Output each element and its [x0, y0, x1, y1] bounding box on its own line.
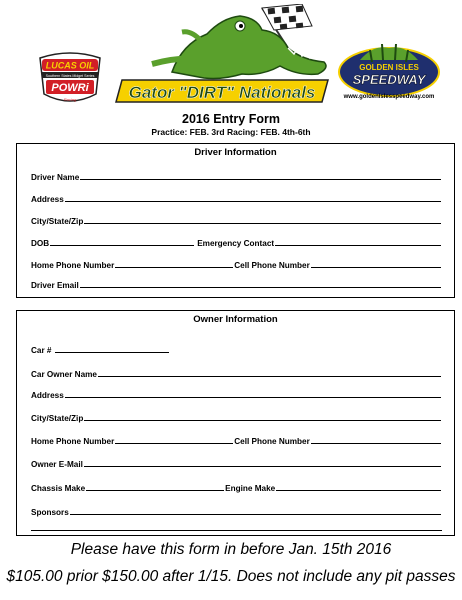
driver-information-section [16, 143, 455, 298]
car-owner-name-field[interactable] [98, 375, 441, 377]
driver-address-label: Address [31, 195, 64, 204]
lucas-series-text: Southern States Midget Series [45, 73, 95, 78]
gator-logo-text: Gator "DIRT" Nationals [128, 83, 316, 102]
car-owner-name-label: Car Owner Name [31, 370, 97, 379]
driver-phone-row [31, 258, 442, 270]
driver-city-label: City/State/Zip [31, 217, 84, 226]
make-row [31, 481, 442, 493]
driver-name-field[interactable] [80, 178, 441, 180]
pricing-note: $105.00 prior $150.00 after 1/15. Does not include any pit passes [6, 568, 456, 585]
car-number-field[interactable] [55, 351, 169, 353]
owner-cell-phone-field[interactable] [311, 442, 441, 444]
lucas-racing-text: Racing [63, 97, 77, 102]
owner-city-row [31, 411, 442, 423]
speedway-line2-text: SPEEDWAY [352, 72, 426, 87]
driver-cell-phone-field[interactable] [311, 266, 441, 268]
driver-address-field[interactable] [65, 200, 441, 202]
engine-make-field[interactable] [276, 489, 441, 491]
owner-phone-row [31, 434, 442, 446]
chassis-make-label: Chassis Make [31, 484, 86, 493]
driver-dob-row [31, 236, 442, 248]
owner-section-heading: Owner Information [193, 314, 278, 325]
lucas-brand-text: LUCAS OIL [45, 60, 95, 71]
owner-cell-phone-label: Cell Phone Number [234, 437, 310, 446]
sponsors-label: Sponsors [31, 508, 69, 517]
engine-make-label: Engine Make [225, 484, 276, 493]
deadline-note: Please have this form in before Jan. 15th 2016 [70, 541, 392, 558]
dob-label: DOB [31, 239, 50, 248]
car-number-label: Car # [31, 346, 52, 355]
car-owner-row [31, 367, 442, 379]
driver-name-label: Driver Name [31, 173, 80, 182]
car-number-row [31, 343, 442, 355]
event-dates: Practice: FEB. 3rd Racing: FEB. 4th-6th [151, 127, 311, 137]
owner-address-label: Address [31, 391, 64, 400]
owner-address-row [31, 388, 442, 400]
owner-city-field[interactable] [84, 419, 441, 421]
dob-field[interactable] [50, 244, 194, 246]
driver-city-field[interactable] [84, 222, 441, 224]
lucas-powri-text: POWRi [51, 82, 89, 94]
emergency-contact-label: Emergency Contact [197, 239, 275, 248]
emergency-contact-field[interactable] [275, 244, 441, 246]
driver-city-row [31, 214, 442, 226]
golden-isles-speedway-logo [330, 40, 448, 98]
driver-email-row [31, 278, 442, 290]
owner-home-phone-label: Home Phone Number [31, 437, 115, 446]
lucas-oil-logo [34, 50, 106, 108]
gator-dirt-nationals-logo [112, 4, 338, 104]
sponsors-row [31, 505, 442, 517]
owner-email-label: Owner E-Mail [31, 460, 83, 469]
sponsors-extra-line[interactable] [31, 530, 442, 531]
driver-email-label: Driver Email [31, 281, 79, 290]
website-url: www.goldenislesspeedway.com [343, 94, 435, 100]
driver-name-row [31, 170, 442, 182]
sponsors-field[interactable] [70, 513, 441, 515]
owner-city-label: City/State/Zip [31, 414, 84, 423]
driver-home-phone-field[interactable] [115, 266, 233, 268]
driver-home-phone-label: Home Phone Number [31, 261, 115, 270]
driver-section-heading: Driver Information [194, 147, 277, 158]
driver-email-field[interactable] [80, 286, 441, 288]
owner-email-row [31, 457, 442, 469]
driver-address-row [31, 192, 442, 204]
owner-address-field[interactable] [65, 396, 441, 398]
owner-information-section [16, 310, 455, 536]
chassis-make-field[interactable] [86, 489, 224, 491]
speedway-line1-text: GOLDEN ISLES [359, 63, 419, 72]
driver-cell-phone-label: Cell Phone Number [234, 261, 310, 270]
owner-email-field[interactable] [84, 465, 441, 467]
page-title: 2016 Entry Form [182, 112, 280, 126]
owner-home-phone-field[interactable] [115, 442, 233, 444]
